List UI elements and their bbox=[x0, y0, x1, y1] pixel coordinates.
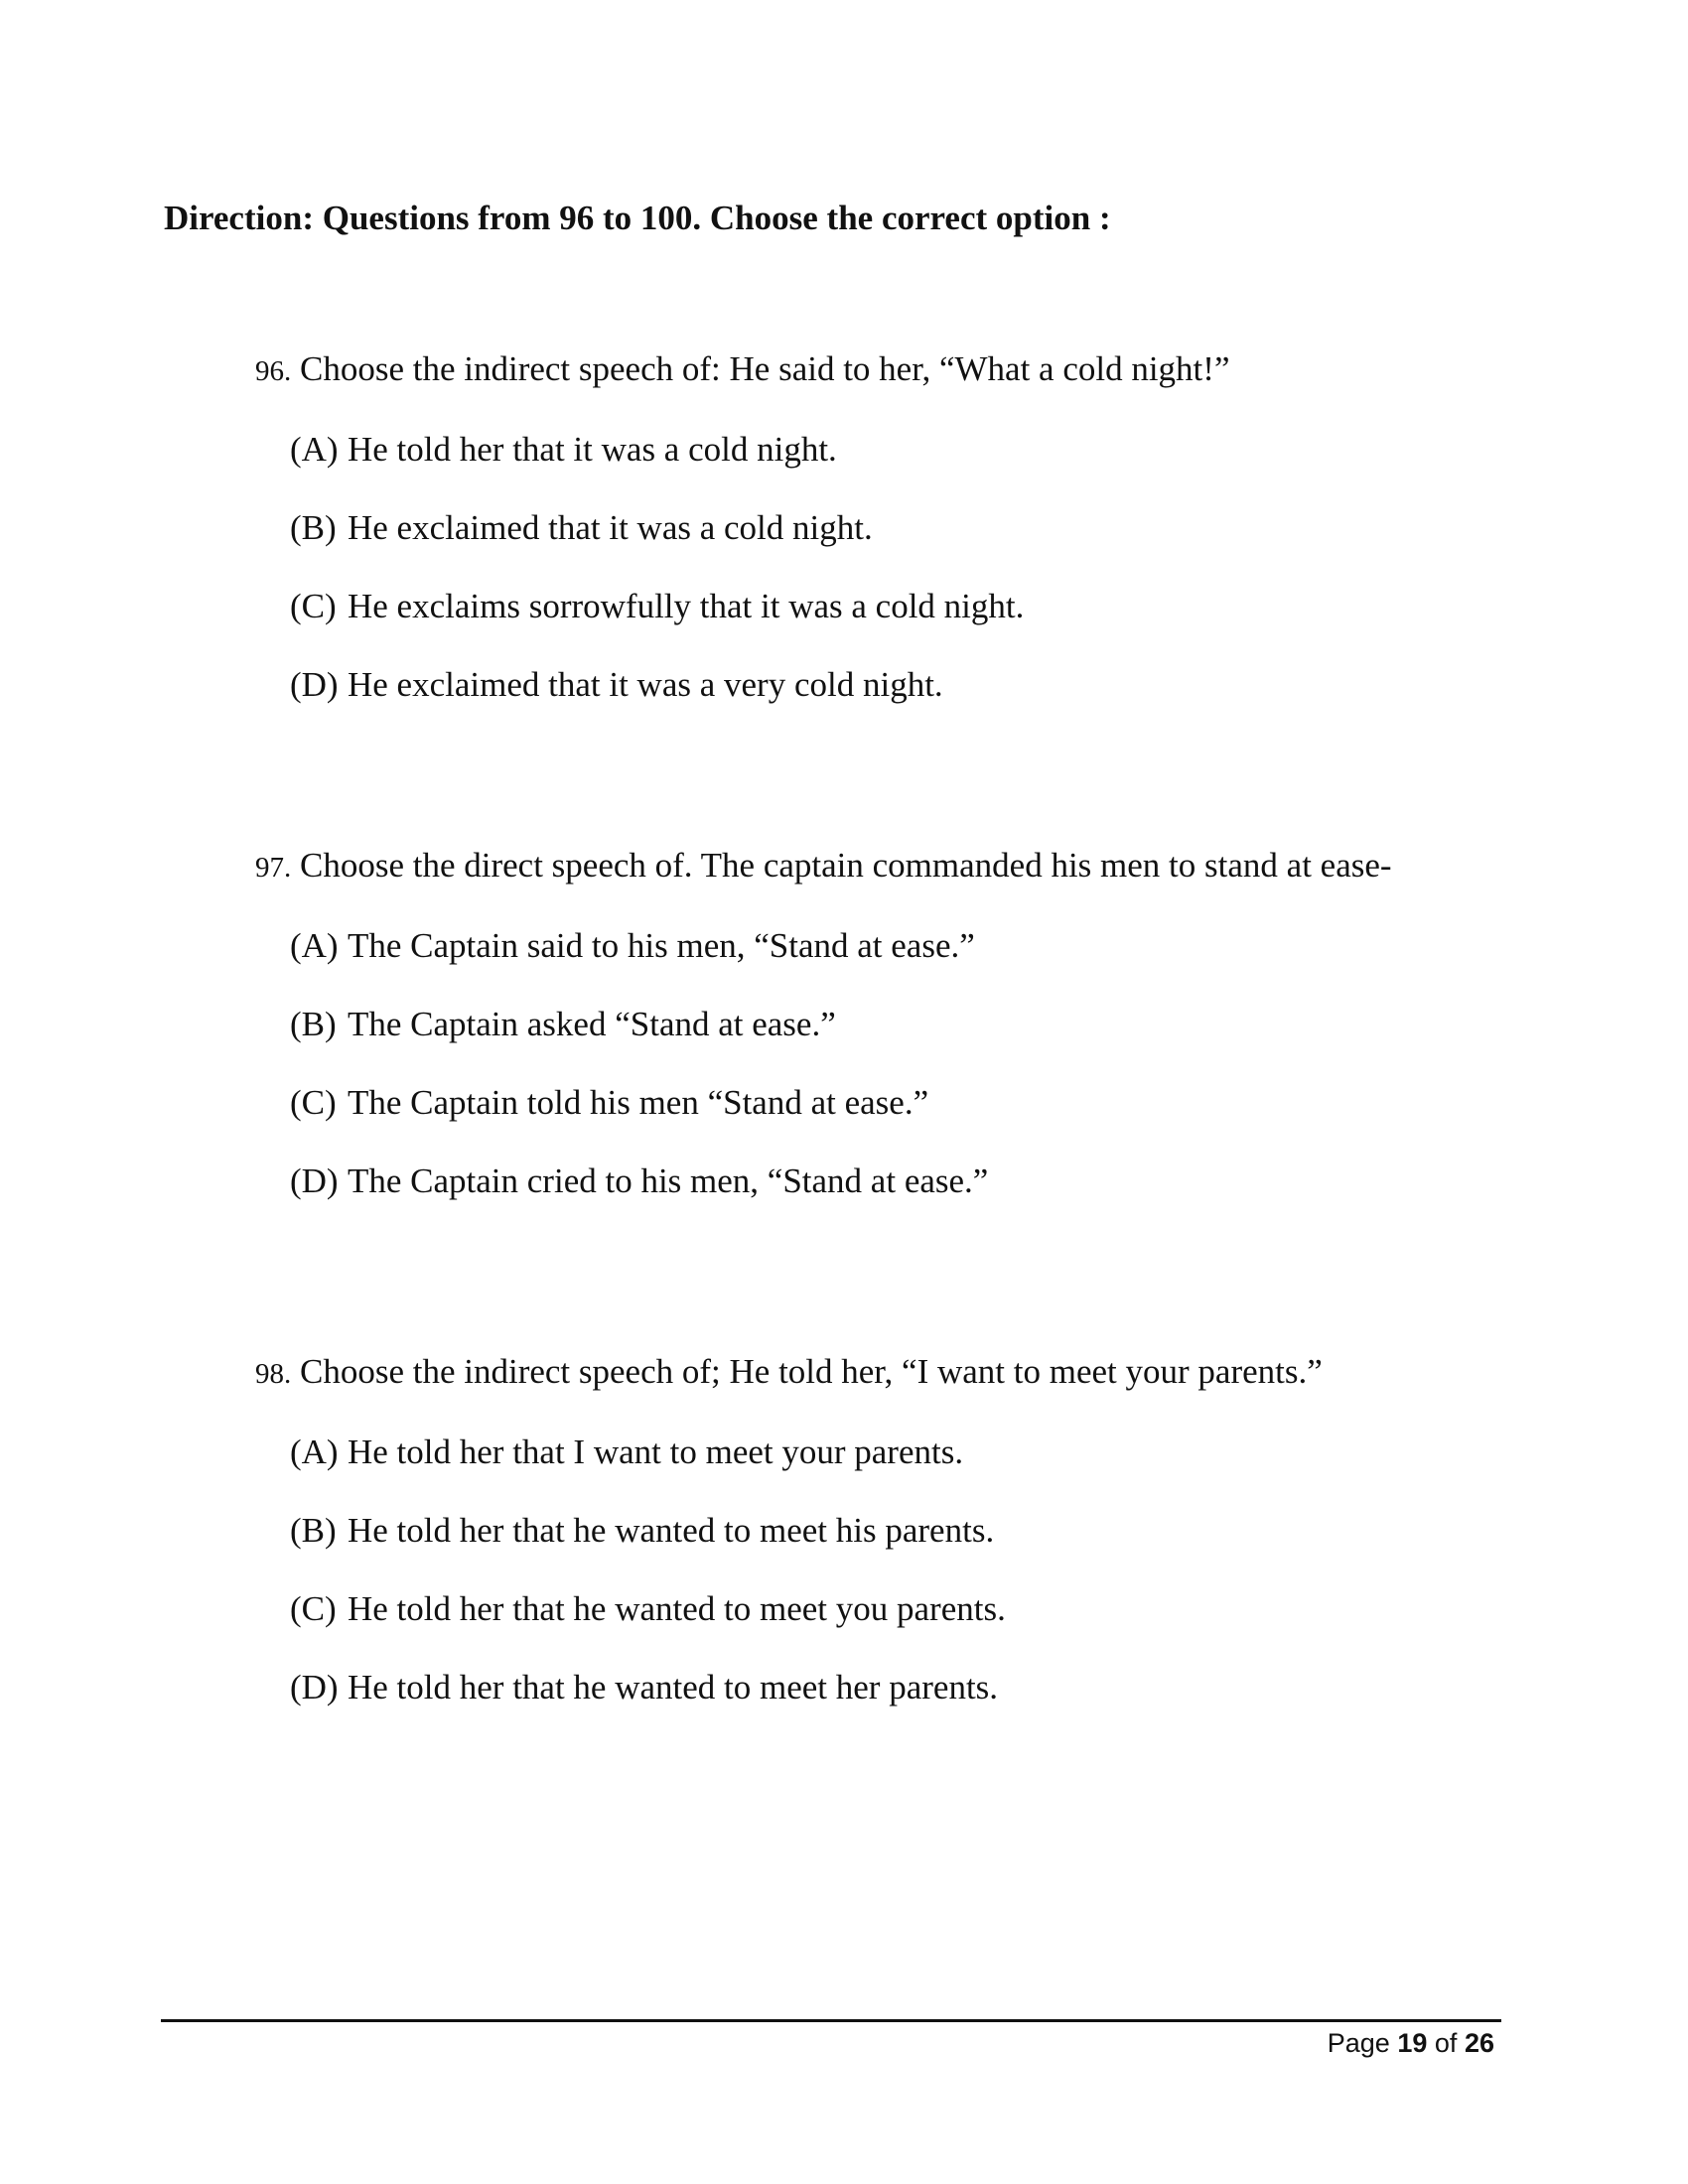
option-a bbox=[290, 924, 1546, 968]
option-letter: (A) bbox=[290, 1433, 339, 1471]
question-stem bbox=[255, 1350, 1546, 1396]
option-c bbox=[290, 1081, 1546, 1125]
option-b bbox=[290, 1509, 1546, 1553]
option-letter: (B) bbox=[290, 508, 337, 547]
option-text: The Captain said to his men, “Stand at ease.” bbox=[348, 926, 975, 965]
option-text: He exclaims sorrowfully that it was a cold night. bbox=[348, 587, 1025, 625]
option-letter: (C) bbox=[290, 1083, 337, 1122]
option-letter: (B) bbox=[290, 1005, 337, 1043]
options-list bbox=[255, 924, 1546, 1203]
option-a bbox=[290, 428, 1546, 472]
option-d bbox=[290, 663, 1546, 707]
option-d bbox=[290, 1160, 1546, 1203]
option-text: He exclaimed that it was a cold night. bbox=[348, 508, 873, 547]
option-text: He told her that he wanted to meet his parents. bbox=[348, 1511, 995, 1550]
question-stem bbox=[255, 347, 1546, 393]
question-text: Choose the indirect speech of: He said to her, “What a cold night!” bbox=[300, 349, 1230, 388]
of-label: of bbox=[1434, 2028, 1458, 2058]
current-page: 19 bbox=[1397, 2028, 1428, 2058]
option-letter: (B) bbox=[290, 1511, 337, 1550]
question-96 bbox=[255, 347, 1546, 707]
options-list bbox=[255, 428, 1546, 707]
option-text: The Captain cried to his men, “Stand at ease.” bbox=[348, 1161, 989, 1200]
question-98 bbox=[255, 1350, 1546, 1709]
direction-heading: Direction: Questions from 96 to 100. Choose the correct option : bbox=[164, 199, 1111, 237]
option-text: He exclaimed that it was a very cold night. bbox=[348, 665, 943, 704]
option-letter: (A) bbox=[290, 926, 339, 965]
option-letter: (D) bbox=[290, 665, 339, 704]
option-text: He told her that I want to meet your parents. bbox=[348, 1433, 964, 1471]
option-b bbox=[290, 506, 1546, 550]
option-letter: (C) bbox=[290, 587, 337, 625]
question-number: 97. bbox=[255, 852, 292, 884]
total-pages: 26 bbox=[1464, 2028, 1494, 2058]
options-list bbox=[255, 1431, 1546, 1709]
option-c bbox=[290, 1587, 1546, 1631]
option-text: The Captain told his men “Stand at ease.” bbox=[348, 1083, 929, 1122]
page-label: Page bbox=[1327, 2028, 1390, 2058]
question-text: Choose the direct speech of. The captain commanded his men to stand at ease- bbox=[300, 846, 1392, 885]
option-letter: (D) bbox=[290, 1668, 339, 1706]
option-letter: (D) bbox=[290, 1161, 339, 1200]
question-97 bbox=[255, 844, 1546, 1203]
question-number: 96. bbox=[255, 355, 292, 387]
option-a bbox=[290, 1431, 1546, 1474]
footer-divider bbox=[161, 2019, 1501, 2022]
option-text: He told her that he wanted to meet you parents. bbox=[348, 1589, 1006, 1628]
option-letter: (C) bbox=[290, 1589, 337, 1628]
question-text: Choose the indirect speech of; He told her, “I want to meet your parents.” bbox=[300, 1352, 1323, 1391]
question-stem bbox=[255, 844, 1546, 889]
page-number-footer bbox=[1328, 2028, 1494, 2059]
option-text: The Captain asked “Stand at ease.” bbox=[348, 1005, 836, 1043]
option-text: He told her that he wanted to meet her parents. bbox=[348, 1668, 999, 1706]
option-c bbox=[290, 585, 1546, 628]
option-d bbox=[290, 1666, 1546, 1709]
option-b bbox=[290, 1003, 1546, 1046]
question-number: 98. bbox=[255, 1358, 292, 1390]
option-letter: (A) bbox=[290, 430, 339, 469]
option-text: He told her that it was a cold night. bbox=[348, 430, 837, 469]
